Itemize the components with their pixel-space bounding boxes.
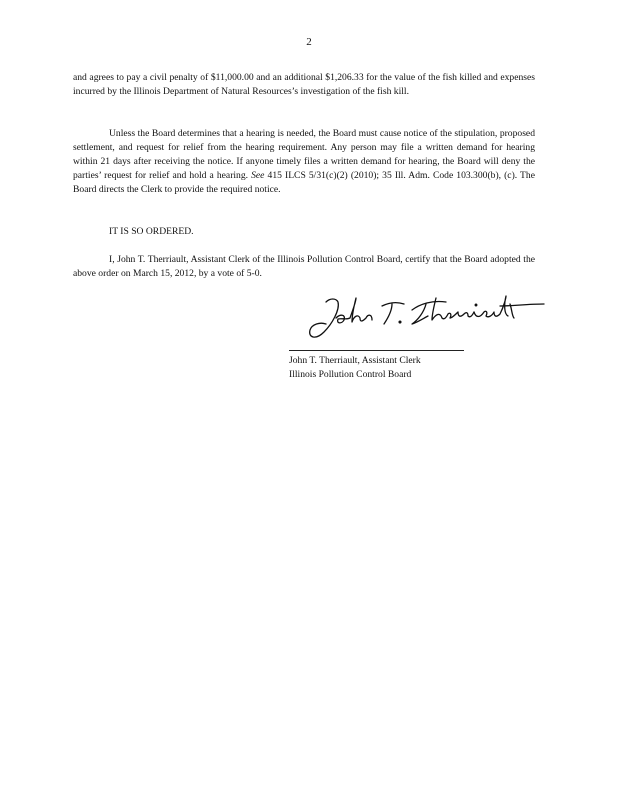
paragraph-notice [73,127,535,197]
see-citation-signal: See [251,170,265,181]
page-number: 2 [306,36,312,48]
signatory-name-title: John T. Therriault, Assistant Clerk [289,355,421,366]
handwritten-signature [300,288,550,350]
notice-text: Unless the Board determines that a hearing is needed, the Board must cause notice of the stipulation, proposed settlement, and request for relief from the hearing requirement. Any person may file a written demand for hearing within 21 days after receiving the notice. If anyone timely files a written demand for hearing, the Board will deny the parties’ request for relief and hold a hearing. [73,128,535,181]
notice-citation-text: 415 ILCS 5/31(c)(2) (2010); 35 Ill. Adm. Code 103.300(b), (c). The Board directs the Clerk to provide the required notice. [73,170,535,195]
clerk-certification: I, John T. Therriault, Assistant Clerk of the Illinois Pollution Control Board, certify that the Board adopted the above order on March 15, 2012, by a vote of 5-0. [73,254,535,279]
signatory-organization: Illinois Pollution Control Board [289,369,412,380]
paragraph-penalty: and agrees to pay a civil penalty of $11,000.00 and an additional $1,206.33 for the value of the fish killed and expenses incurred by the Illinois Department of Natural Resources’s investigation of the fish kill. [73,72,535,97]
order-statement: IT IS SO ORDERED. [109,226,194,237]
signature-line [289,350,464,351]
